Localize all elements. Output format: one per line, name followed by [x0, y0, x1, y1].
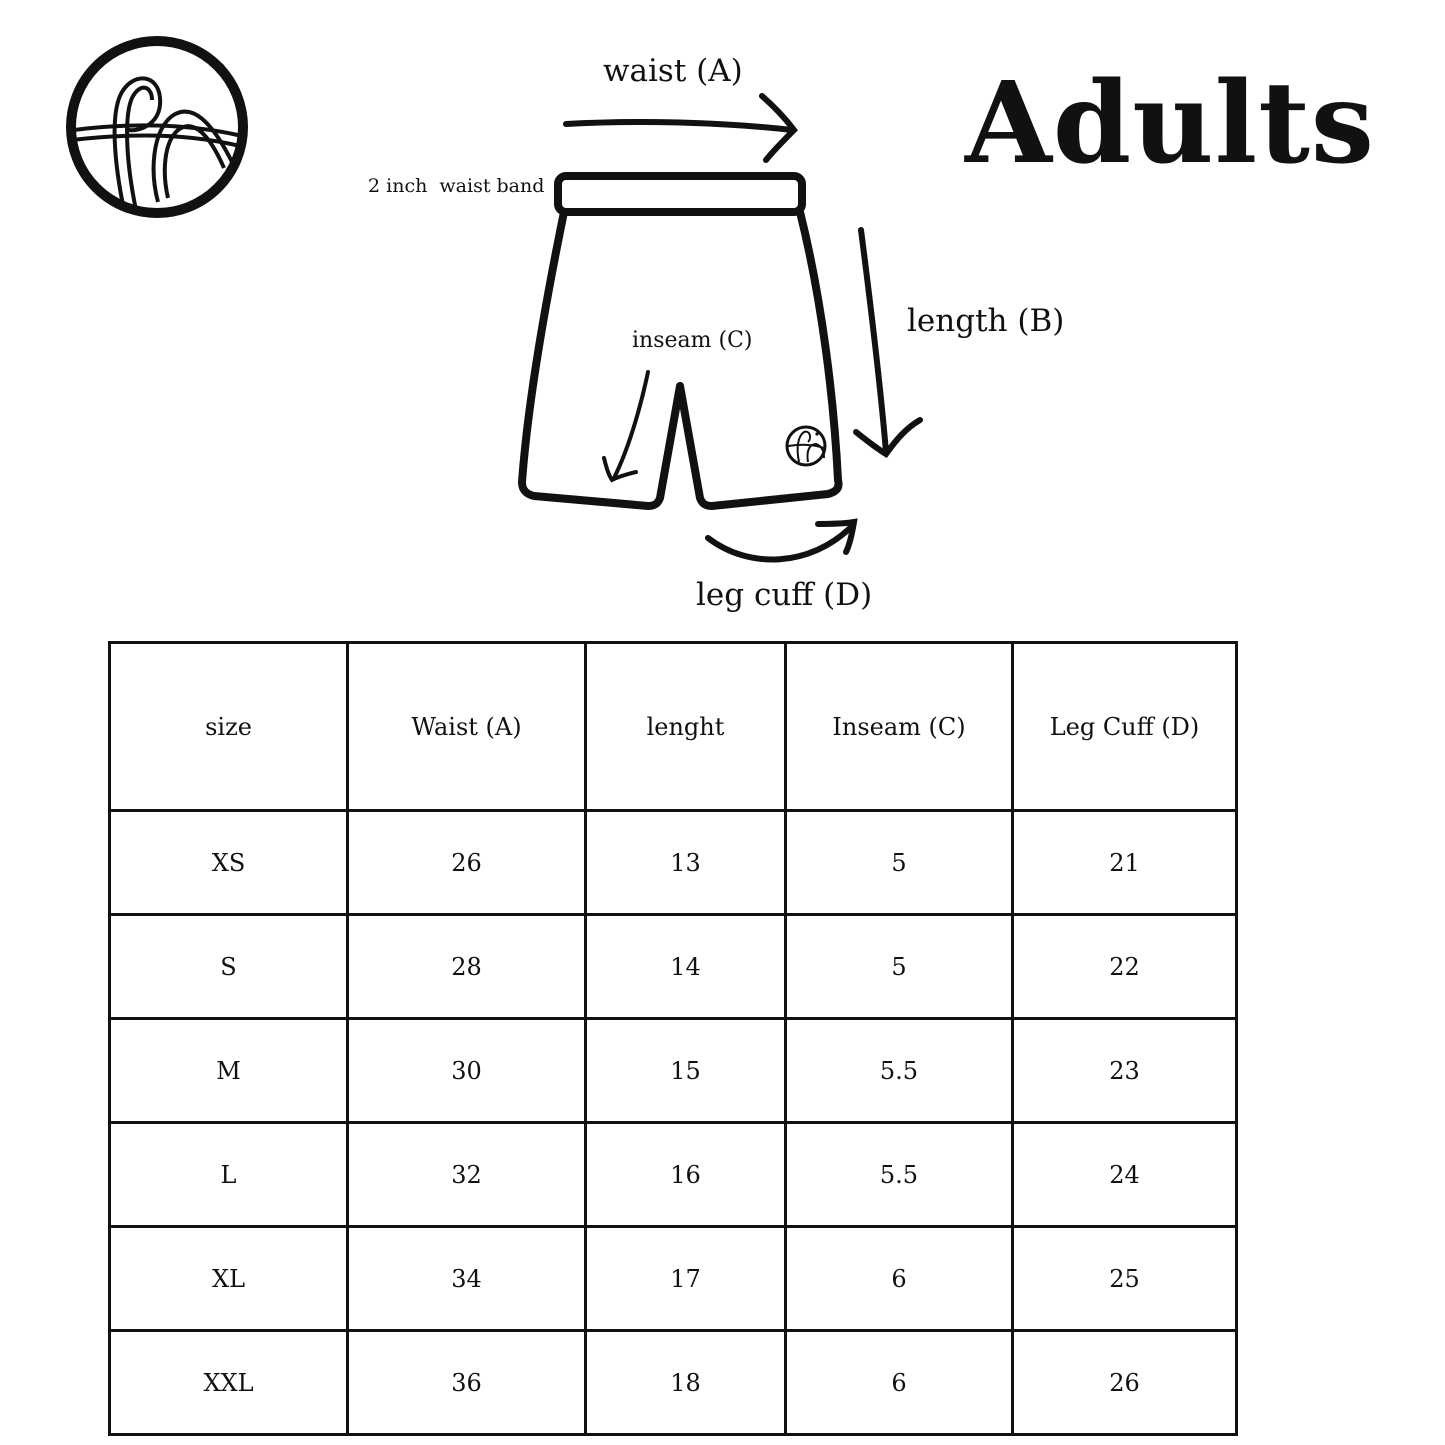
- page-title: Adults: [965, 58, 1375, 189]
- cell-inseam: 5: [786, 811, 1013, 915]
- waistband-label: 2 inch waist band: [368, 175, 545, 197]
- length-label: length (B): [907, 303, 1065, 339]
- waist-label: waist (A): [603, 53, 743, 89]
- cell-leg-cuff: 25: [1013, 1227, 1237, 1331]
- cell-size: XL: [110, 1227, 348, 1331]
- cell-inseam: 6: [786, 1227, 1013, 1331]
- waist-arrow-icon: [566, 96, 794, 160]
- cell-size: M: [110, 1019, 348, 1123]
- cell-leg-cuff: 23: [1013, 1019, 1237, 1123]
- header-inseam: Inseam (C): [786, 643, 1013, 811]
- table-row: [110, 1123, 1237, 1227]
- cell-leg-cuff: 22: [1013, 915, 1237, 1019]
- cell-leg-cuff: 26: [1013, 1331, 1237, 1435]
- cell-inseam: 5: [786, 915, 1013, 1019]
- size-chart-table: [108, 641, 1238, 1436]
- cell-inseam: 5.5: [786, 1019, 1013, 1123]
- cell-waist: 26: [348, 811, 586, 915]
- cell-length: 13: [586, 811, 786, 915]
- header-waist: Waist (A): [348, 643, 586, 811]
- table-row: [110, 1227, 1237, 1331]
- cell-size: XXL: [110, 1331, 348, 1435]
- header-size: size: [110, 643, 348, 811]
- inseam-arrow-icon: [604, 372, 648, 480]
- cell-length: 15: [586, 1019, 786, 1123]
- cell-inseam: 5.5: [786, 1123, 1013, 1227]
- table-row: [110, 1331, 1237, 1435]
- inseam-label: inseam (C): [632, 328, 753, 353]
- cell-length: 16: [586, 1123, 786, 1227]
- table-row: [110, 811, 1237, 915]
- cell-leg-cuff: 24: [1013, 1123, 1237, 1227]
- cell-length: 14: [586, 915, 786, 1019]
- cell-length: 17: [586, 1227, 786, 1331]
- cell-waist: 28: [348, 915, 586, 1019]
- cell-leg-cuff: 21: [1013, 811, 1237, 915]
- leg-cuff-arrow-icon: [708, 522, 854, 560]
- leg-cuff-label: leg cuff (D): [696, 577, 873, 613]
- cell-length: 18: [586, 1331, 786, 1435]
- cell-waist: 34: [348, 1227, 586, 1331]
- cell-waist: 30: [348, 1019, 586, 1123]
- cell-size: XS: [110, 811, 348, 915]
- cell-waist: 32: [348, 1123, 586, 1227]
- cell-size: S: [110, 915, 348, 1019]
- header-length: lenght: [586, 643, 786, 811]
- table-header-row: [110, 643, 1237, 811]
- length-arrow-icon: [856, 230, 920, 454]
- cell-waist: 36: [348, 1331, 586, 1435]
- cell-inseam: 6: [786, 1331, 1013, 1435]
- table-row: [110, 915, 1237, 1019]
- table-row: [110, 1019, 1237, 1123]
- cell-size: L: [110, 1123, 348, 1227]
- header-leg-cuff: Leg Cuff (D): [1013, 643, 1237, 811]
